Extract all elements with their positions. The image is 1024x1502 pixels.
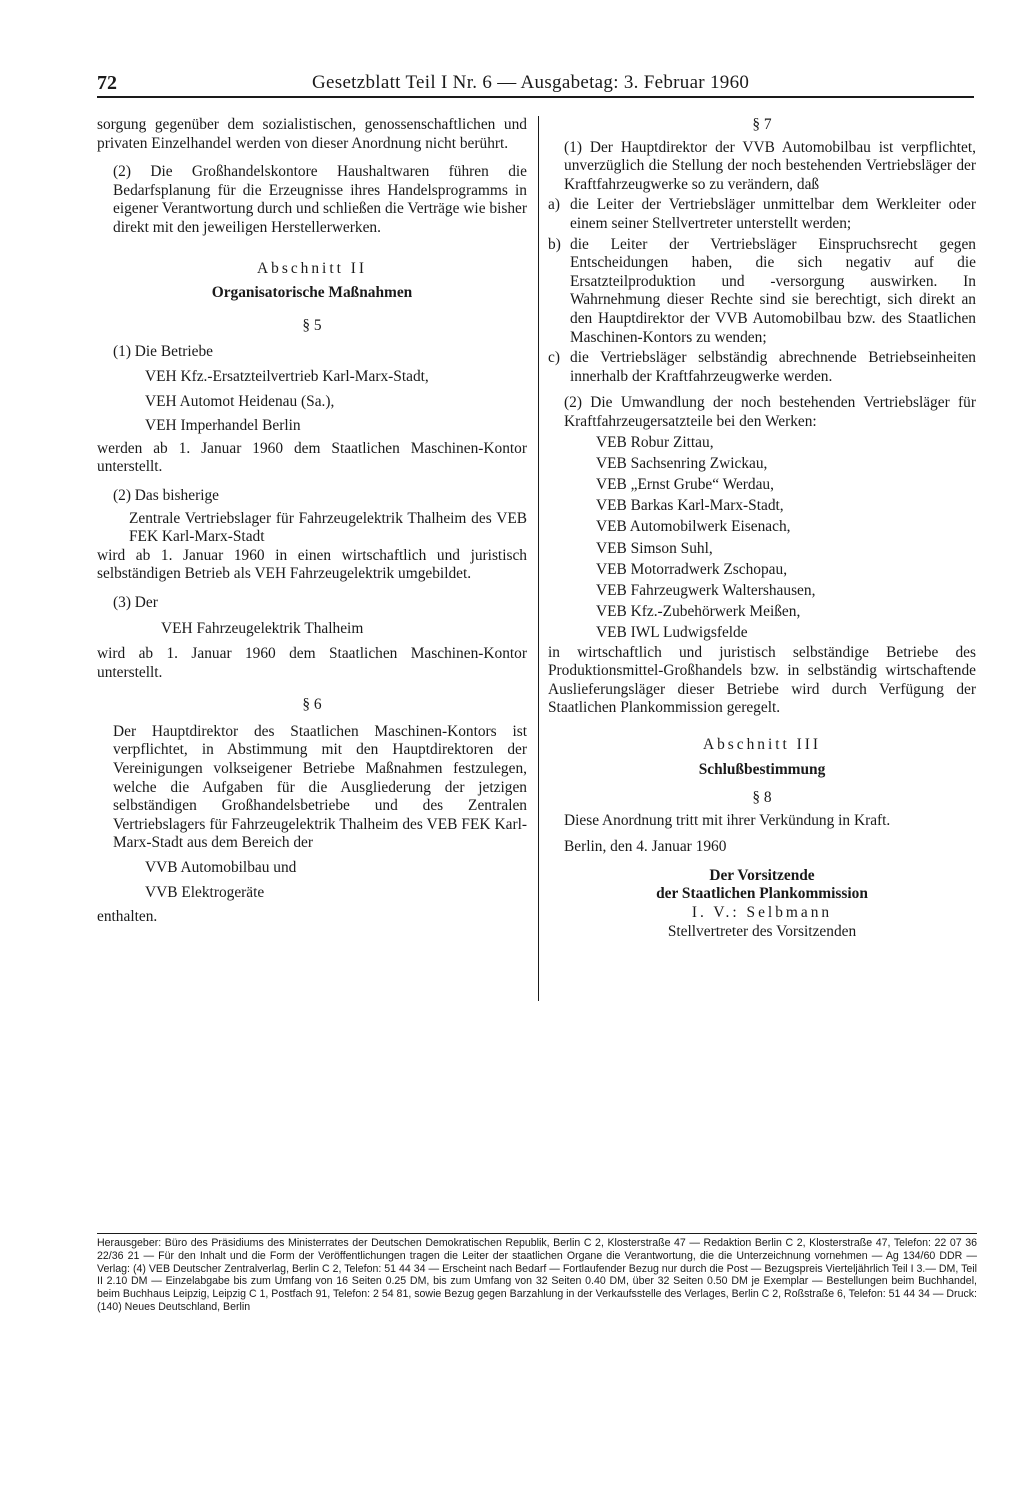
paragraph-6-tail: enthalten. <box>97 908 158 926</box>
list-item: VVB Elektrogeräte <box>145 883 265 901</box>
list-item: VEH Imperhandel Berlin <box>145 417 301 435</box>
paragraph-7-2: (2) Die Umwandlung der noch bestehenden Vertriebsläger für Kraftfahrzeugersatzteile bei den Werken: <box>564 394 976 430</box>
section-2-subtitle: Organisatorische Maßnahmen <box>211 284 413 302</box>
list-item: VEB „Ernst Grube“ Werdau, <box>596 475 774 493</box>
paragraph-7-heading: § 7 <box>752 116 772 133</box>
signature-role: Stellvertreter des Vorsitzenden <box>667 922 857 940</box>
list-item: VEB Kfz.-Zubehörwerk Meißen, <box>596 603 801 621</box>
paragraph-5-3-item: VEH Fahrzeugelektrik Thalheim <box>161 620 364 638</box>
item-text: die Leiter der Vertriebsläger unmittelbar dem Werkleiter oder einem seiner Stellvertreter unterstellt werden; <box>570 196 976 232</box>
page-number: 72 <box>97 72 117 94</box>
item-label: b) <box>548 235 561 253</box>
paragraph-7-1: (1) Der Hauptdirektor der VVB Automobilbau ist verpflichtet, unverzüglich die Stellung der noch bestehenden Vertriebsläger der Kraftfahrzeugwerke so zu verändern, daß <box>564 138 976 193</box>
list-item <box>548 196 976 233</box>
running-title: Gesetzblatt Teil I Nr. 6 — Ausgabetag: 3. Februar 1960 <box>312 72 750 93</box>
list-item: VEB Automobilwerk Eisenach, <box>596 518 791 536</box>
list-item: VEB Barkas Karl-Marx-Stadt, <box>596 497 784 515</box>
paragraph-5-3-intro: (3) Der <box>113 593 158 611</box>
paragraph-5-1-tail: werden ab 1. Januar 1960 dem Staatlichen Maschinen-Kontor unterstellt. <box>97 439 527 476</box>
signature-block <box>548 867 976 941</box>
paragraph-5-1-intro: (1) Die Betriebe <box>113 343 213 361</box>
list-item: VEB Sachsenring Zwickau, <box>596 454 768 472</box>
paragraph-5-2-tail: wird ab 1. Januar 1960 in einen wirtschaftlich und juristisch selbständigen Betrieb als VEH Fahrzeugelektrik umgebildet. <box>97 546 527 583</box>
list-item: VEB IWL Ludwigsfelde <box>596 624 748 642</box>
section-3-title: Abschnitt III <box>702 735 822 753</box>
paragraph-7-1-list <box>548 196 976 386</box>
list-item <box>548 236 976 348</box>
list-item <box>548 349 976 386</box>
list-item: VEB Simson Suhl, <box>596 539 713 557</box>
item-label: a) <box>548 196 560 214</box>
intro-paragraph: sorgung gegenüber dem sozialistischen, genossenschaftlichen und privaten Einzelhandel werden von dieser Anordnung nicht berührt. <box>97 116 527 152</box>
right-column <box>548 116 976 941</box>
page-header <box>97 70 974 98</box>
list-item: VEH Automot Heidenau (Sa.), <box>145 392 335 410</box>
paragraph-5-3-tail: wird ab 1. Januar 1960 dem Staatlichen Maschinen-Kontor unterstellt. <box>97 645 527 681</box>
paragraph-6-list <box>97 859 527 902</box>
list-item: VEB Fahrzeugwerk Waltershausen, <box>596 581 816 599</box>
paragraph-6-text: Der Hauptdirektor des Staatlichen Maschinen-Kontors ist verpflichtet, in Abstimmung mit den Hauptdirektoren der Vereinigungen volkseigener Betriebe Maßnahmen festzulegen, welche die Aufgaben für die Ausgliederung der jetzigen selbständigen Großhandelsbetriebe und des Zentralen Vertriebslagers für Fahrzeugelektrik Thalheim des VEB FEK Karl-Marx-Stadt aus dem Bereich der <box>113 722 527 852</box>
signature-name: I. V.: Selbmann <box>691 904 833 922</box>
section-3-subtitle: Schlußbestimmung <box>698 760 826 778</box>
list-item: VEH Kfz.-Ersatzteilvertrieb Karl-Marx-Stadt, <box>145 367 429 385</box>
list-item: VEB Robur Zittau, <box>596 433 714 451</box>
signature-line: Der Vorsitzende <box>709 866 815 884</box>
list-item: VEB Motorradwerk Zschopau, <box>596 560 788 578</box>
paragraph-5-1-list <box>97 368 527 436</box>
item-text: die Leiter der Vertriebsläger Einspruchsrecht gegen Entscheidungen haben, die sich negativ auf die Ersatzteilproduktion und -versorgung auswirken. In Wahrnehmung dieser Rechte sind sie berechtigt, sich direkt an den Hauptdirektor der VVB Automobilbau bzw. des Staatlichen Maschinen-Kontors zu wenden; <box>570 235 976 346</box>
left-column <box>97 116 527 927</box>
item-text: die Vertriebsläger selbständig abrechnende Betriebseinheiten innerhalb der Kraftfahrzeugwerke werden. <box>570 349 976 385</box>
paragraph-8-text: Diese Anordnung tritt mit ihrer Verkündung in Kraft. <box>564 811 891 829</box>
paragraph-5-heading: § 5 <box>302 316 322 334</box>
signature-line: der Staatlichen Plankommission <box>656 885 868 903</box>
list-item: VVB Automobilbau und <box>145 859 297 876</box>
place-date: Berlin, den 4. Januar 1960 <box>564 838 727 856</box>
imprint-footer <box>97 1233 977 1314</box>
paragraph-5-2-intro: (2) Das bisherige <box>113 486 219 504</box>
paragraph-7-2-list <box>548 432 976 644</box>
item-label: c) <box>548 349 560 367</box>
imprint-text: Herausgeber: Büro des Präsidiums des Ministerrates der Deutschen Demokratischen Republik, Berlin C 2, Klosterstraße 47 — Redaktion Berlin C 2, Klosterstraße 47, Telefon: 22 07 36 22/36 21 — Für den Inhalt und die Form der Veröffentlichungen tragen die Leiter der staatlichen Organe die Verantwortung, die die Unterzeichnung vornehmen — Ag 134/60 DDR — Verlag: (4) VEB Deutscher Zentralverlag, Berlin C 2, Telefon: 51 44 34 — Erscheint nach Bedarf — Fortlaufender Bezug nur durch die Post — Bezugspreis Vierteljährlich Teil I 3.— DM, Teil II 2.10 DM — Einzelabgabe bis zum Umfang von 16 Seiten 0.25 DM, bis zum Umfang von 32 Seiten 0.40 DM, über 32 Seiten 0.50 DM je Exemplar — Bestellungen beim Buchhandel, beim Buchhaus Leipzig, Leipzig C 1, Postfach 91, Telefon: 2 54 81, sowie Bezug gegen Barzahlung in der Verkaufsstelle des Verlages, Berlin C 2, Roßstraße 6, Telefon: 51 44 34 — Druck: (140) Neues Deutschland, Berlin <box>97 1237 977 1313</box>
paragraph-5-2-item: Zentrale Vertriebslager für Fahrzeugelektrik Thalheim des VEB FEK Karl-Marx-Stadt <box>129 509 527 546</box>
paragraph-6-heading: § 6 <box>302 696 322 714</box>
paragraph-4-2: (2) Die Großhandelskontore Haushaltwaren führen die Bedarfsplanung für die Erzeugnisse ihres Handelsprogramms in eigener Verantwortung durch und schließen die Verträge wie bisher direkt mit den jeweiligen Herstellerwerken. <box>113 163 527 236</box>
section-2-title: Abschnitt II <box>257 259 367 277</box>
paragraph-8-heading: § 8 <box>752 789 772 807</box>
paragraph-7-2-tail: in wirtschaftlich und juristisch selbständige Betriebe des Produktionsmittel-Großhandels bzw. in selbständig wirtschaftende Auslieferungsläger dieser Betriebe wird durch Verfügung der Staatlichen Plankommission geregelt. <box>548 643 976 717</box>
column-divider <box>538 116 539 1001</box>
